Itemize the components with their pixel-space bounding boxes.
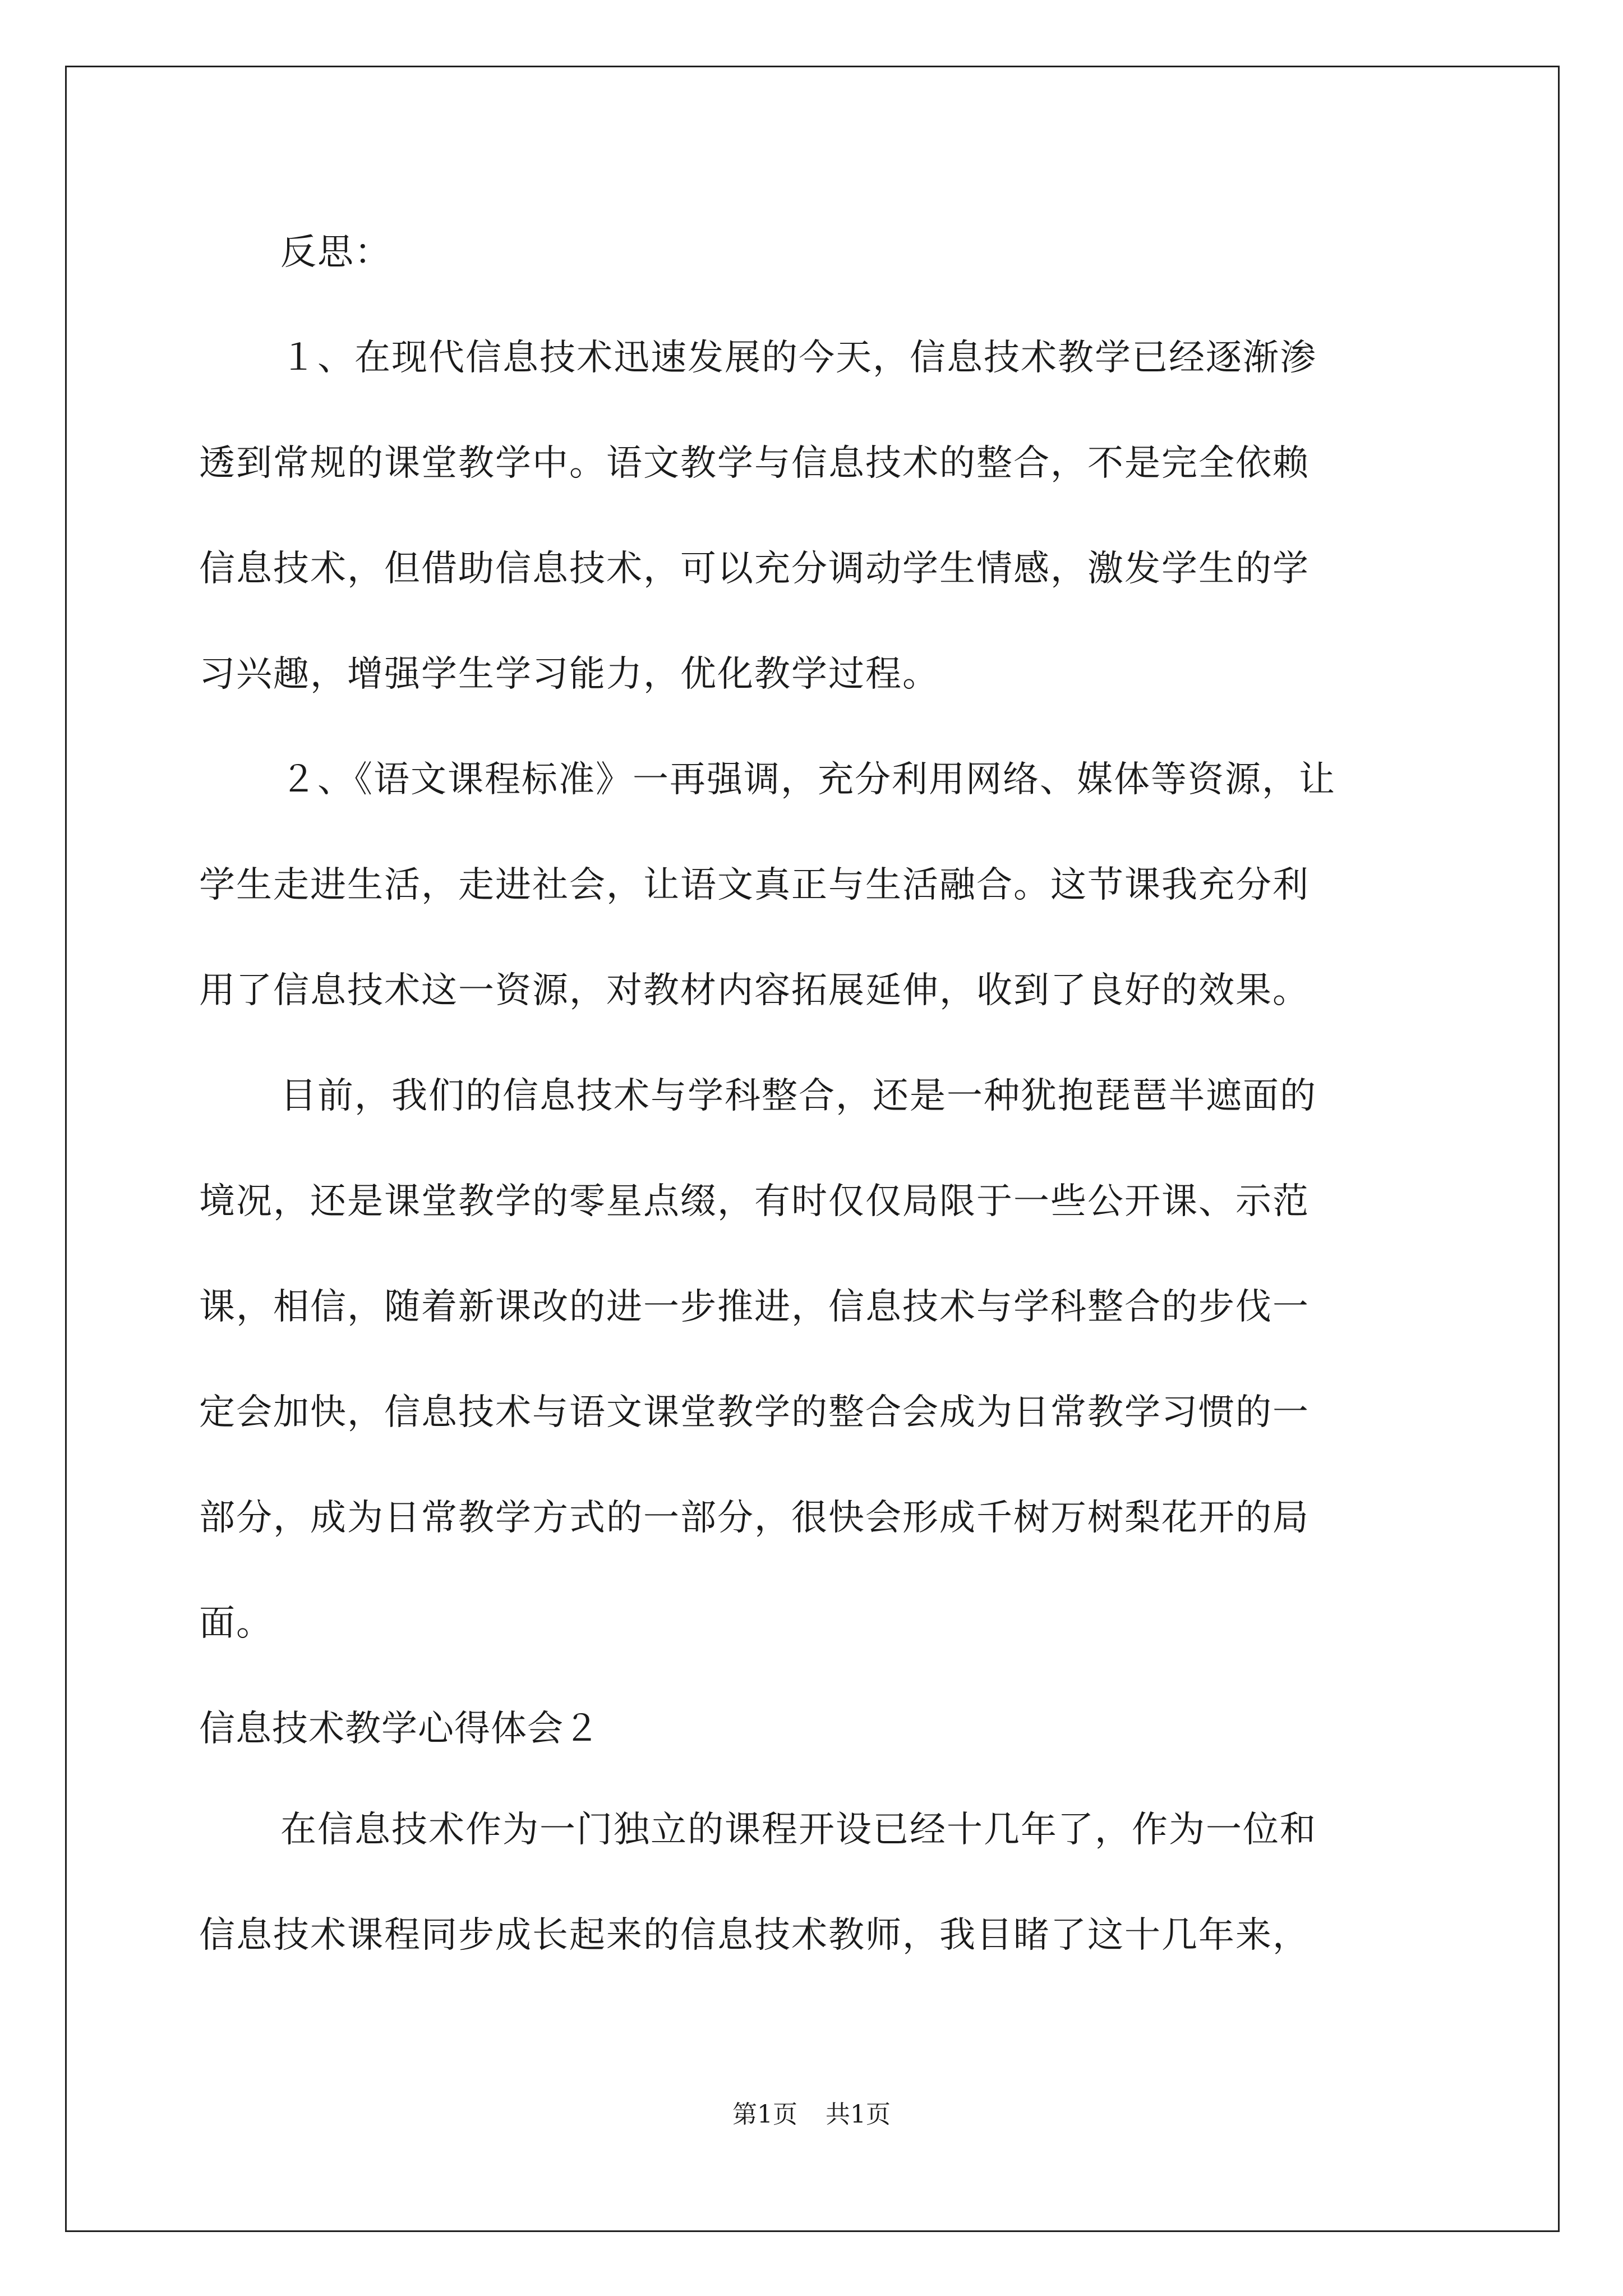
paragraph-intro (199, 1788, 1422, 1999)
paragraph-line: 部分，成为日常教学方式的一部分，很快会形成千树万树梨花开的局 (199, 1497, 1310, 1539)
paragraph-line: 课，相信，随着新课改的进一步推进，信息技术与学科整合的步伐一 (199, 1286, 1310, 1328)
paragraph-line: 定会加快，信息技术与语文课堂教学的整合会成为日常教学习惯的一 (199, 1392, 1310, 1433)
paragraph-line: 学生走进生活，走进社会，让语文真正与生活融合。这节课我充分利 (199, 864, 1310, 906)
paragraph-line: 透到常规的课堂教学中。语文教学与信息技术的整合，不是完全依赖 (199, 443, 1310, 484)
paragraph-point-2 (199, 738, 1422, 1054)
paragraph-current-situation (199, 1054, 1422, 1687)
paragraph-line: 习兴趣，增强学生学习能力，优化教学过程。 (199, 654, 939, 695)
paragraph-line: ２、《语文课程标准》一再强调，充分利用网络、媒体等资源，让 (280, 759, 1336, 800)
paragraph-line: 目前，我们的信息技术与学科整合，还是一种犹抱琵琶半遮面的 (280, 1075, 1317, 1117)
reflection-heading: 反思： (280, 232, 391, 273)
section-title: 信息技术教学心得体会２ (199, 1708, 600, 1750)
paragraph-line: 信息技术课程同步成长起来的信息技术教师，我目睹了这十几年来， (199, 1915, 1310, 1956)
paragraph-line: 在信息技术作为一门独立的课程开设已经十几年了，作为一位和 (280, 1809, 1317, 1851)
paragraph-line: 境况，还是课堂教学的零星点缀，有时仅仅局限于一些公开课、示范 (199, 1181, 1310, 1222)
page-number-label: 第1页 (732, 2100, 797, 2129)
paragraph-line: 信息技术，但借助信息技术，可以充分调动学生情感，激发学生的学 (199, 548, 1310, 590)
paragraph-line: 面。 (199, 1603, 273, 1644)
paragraph-line: １、在现代信息技术迅速发展的今天，信息技术教学已经逐渐渗 (280, 337, 1317, 379)
paragraph-point-1 (199, 316, 1422, 738)
paragraph-line: 用了信息技术这一资源，对教材内容拓展延伸，收到了良好的效果。 (199, 970, 1310, 1011)
page-footer (0, 2098, 1623, 2132)
page-total-label: 共1页 (826, 2100, 891, 2129)
document-body (199, 210, 1422, 1999)
